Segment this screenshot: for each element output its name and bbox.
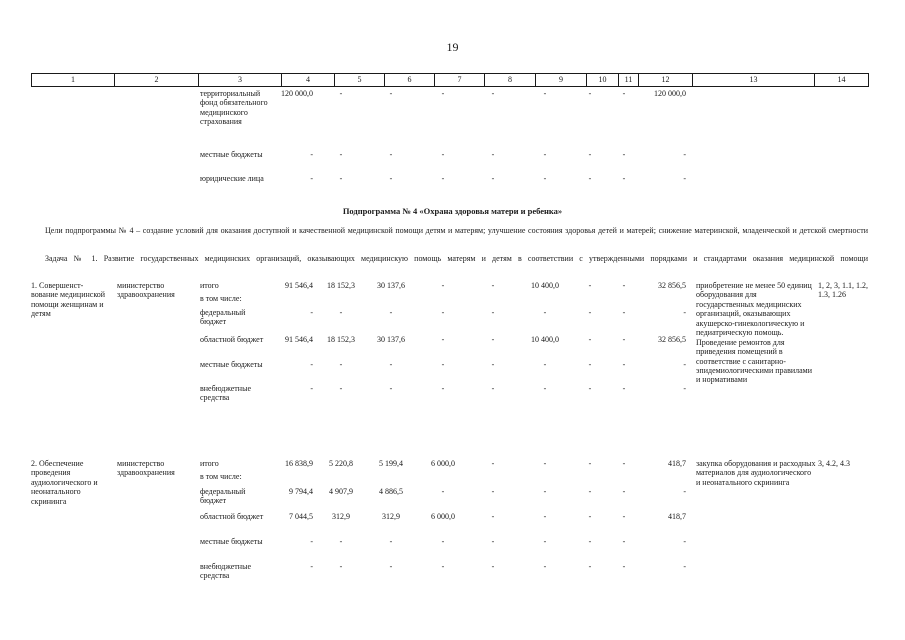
table-cell-value: - xyxy=(339,384,343,393)
table-cell-value: - xyxy=(622,459,626,468)
table-cell-value: 6 000,0 xyxy=(431,512,455,521)
subprogram-title: Подпрограмма № 4 «Охрана здоровья матери и ребенка» xyxy=(342,206,563,216)
responsible-executor: министерство здравоохранения xyxy=(117,459,175,478)
table-cell-value: - xyxy=(622,89,626,98)
table-cell-value: - xyxy=(683,562,686,571)
table-cell-value: - xyxy=(441,360,445,369)
table-cell-value: - xyxy=(588,308,592,317)
table-cell-value: 91 546,4 xyxy=(285,281,313,290)
table-cell-value: - xyxy=(683,384,686,393)
table-cell-value: - xyxy=(588,459,592,468)
table-cell-value: - xyxy=(543,89,547,98)
table-cell-value: - xyxy=(491,150,495,159)
table-cell-value: - xyxy=(339,537,343,546)
funding-source-label: территориальный фонд обязательного медицинского страхования xyxy=(200,89,268,127)
table-cell-value: - xyxy=(588,487,592,496)
table-cell-value: 120 000,0 xyxy=(281,89,313,98)
table-cell-value: - xyxy=(441,487,445,496)
table-cell-value: - xyxy=(543,174,547,183)
table-cell-value: 32 856,5 xyxy=(658,335,686,344)
table-cell-value: - xyxy=(588,537,592,546)
table-cell-value: - xyxy=(543,562,547,571)
indicator-numbers: 3, 4.2, 4.3 xyxy=(818,459,850,468)
table-cell-value: 418,7 xyxy=(668,512,686,521)
table-cell-value: - xyxy=(622,174,626,183)
table-cell-value: - xyxy=(683,308,686,317)
table-cell-value: - xyxy=(622,512,626,521)
table-cell-value: - xyxy=(441,281,445,290)
table-cell-value: - xyxy=(389,174,393,183)
table-cell-value: - xyxy=(622,537,626,546)
table-cell-value: 18 152,3 xyxy=(327,335,355,344)
table-cell-value: - xyxy=(491,384,495,393)
table-cell-value: 120 000,0 xyxy=(654,89,686,98)
table-cell-value: 18 152,3 xyxy=(327,281,355,290)
funding-source-label: местные бюджеты xyxy=(200,537,263,546)
table-cell-value: - xyxy=(441,562,445,571)
table-cell-value: - xyxy=(441,150,445,159)
table-cell-value: - xyxy=(491,335,495,344)
table-cell-value: 6 000,0 xyxy=(431,459,455,468)
page-number: 19 xyxy=(446,40,459,54)
table-cell-value: - xyxy=(491,487,495,496)
table-cell-value: - xyxy=(441,335,445,344)
table-cell-value: - xyxy=(389,89,393,98)
indicator-numbers: 1, 2, 3, 1.1, 1.2, 1.3, 1.26 xyxy=(818,281,868,300)
table-cell-value: - xyxy=(543,459,547,468)
column-number: 14 xyxy=(815,74,869,87)
funding-source-label: федеральный бюджет xyxy=(200,487,246,506)
task-paragraph: Задача № 1. Развитие государственных медицинских организаций, оказывающих медицинскую помощь матерям и детям в соответствии с утвержденными порядками и стандартами оказания медицинской помощи xyxy=(45,254,868,263)
funding-source-label: юридические лица xyxy=(200,174,264,183)
table-cell-value: - xyxy=(588,384,592,393)
table-cell-value: - xyxy=(310,360,313,369)
column-number: 8 xyxy=(485,74,536,87)
table-cell-value: - xyxy=(491,537,495,546)
table-cell-value: - xyxy=(441,89,445,98)
table-cell-value: - xyxy=(543,487,547,496)
table-cell-value: - xyxy=(310,562,313,571)
table-cell-value: - xyxy=(683,537,686,546)
table-cell-value: - xyxy=(441,384,445,393)
table-cell-value: - xyxy=(491,512,495,521)
table-cell-value: 10 400,0 xyxy=(531,335,559,344)
table-cell-value: - xyxy=(389,150,393,159)
table-cell-value: - xyxy=(310,174,313,183)
table-cell-value: - xyxy=(588,281,592,290)
table-cell-value: - xyxy=(339,174,343,183)
table-cell-value: - xyxy=(389,360,393,369)
table-cell-value: - xyxy=(588,360,592,369)
table-cell-value: - xyxy=(491,562,495,571)
column-number: 10 xyxy=(587,74,619,87)
table-cell-value: - xyxy=(339,150,343,159)
table-cell-value: - xyxy=(588,562,592,571)
table-cell-value: 4 907,9 xyxy=(329,487,353,496)
table-cell-value: - xyxy=(389,308,393,317)
table-cell-value: - xyxy=(441,537,445,546)
table-cell-value: - xyxy=(588,335,592,344)
table-cell-value: 312,9 xyxy=(382,512,400,521)
table-cell-value: 30 137,6 xyxy=(377,281,405,290)
table-cell-value: - xyxy=(310,150,313,159)
table-cell-value: 91 546,4 xyxy=(285,335,313,344)
column-number: 4 xyxy=(282,74,335,87)
table-cell-value: - xyxy=(622,562,626,571)
table-cell-value: - xyxy=(622,150,626,159)
table-cell-value: - xyxy=(491,174,495,183)
funding-source-label: итого xyxy=(200,281,219,290)
table-cell-value: 418,7 xyxy=(668,459,686,468)
table-cell-value: - xyxy=(339,308,343,317)
table-cell-value: - xyxy=(491,360,495,369)
table-cell-value: 5 199,4 xyxy=(379,459,403,468)
table-cell-value: - xyxy=(339,360,343,369)
table-cell-value: 16 838,9 xyxy=(285,459,313,468)
column-number: 9 xyxy=(536,74,587,87)
table-cell-value: - xyxy=(622,487,626,496)
column-header-row xyxy=(31,73,869,87)
table-cell-value: - xyxy=(339,89,343,98)
column-number: 11 xyxy=(619,74,639,87)
table-cell-value: - xyxy=(683,360,686,369)
table-cell-value: - xyxy=(491,89,495,98)
column-number: 6 xyxy=(385,74,435,87)
funding-source-label: местные бюджеты xyxy=(200,360,263,369)
table-cell-value: - xyxy=(622,335,626,344)
column-number: 5 xyxy=(335,74,385,87)
expected-result: приобретение не менее 50 единиц оборудования для государственных медицинских организаций, оказывающих акушерско-гинекологическую и педиатрическую помощь. Проведение ремонтов для приведения помещений в соответствие с санитарно-эпидемиологическими правилами и нормативами xyxy=(696,281,813,385)
table-cell-value: - xyxy=(441,308,445,317)
table-cell-value: 7 044,5 xyxy=(289,512,313,521)
funding-source-label: в том числе: xyxy=(200,294,242,303)
table-cell-value: - xyxy=(389,384,393,393)
responsible-executor: министерство здравоохранения xyxy=(117,281,175,300)
table-cell-value: 30 137,6 xyxy=(377,335,405,344)
goals-paragraph: Цели подпрограммы № 4 – создание условий для оказания доступной и качественной медицинской помощи детям и матерям; улучшение состояния здоровья детей и матерей; снижение материнской, младенческой и детской смертности xyxy=(45,226,868,235)
table-cell-value: - xyxy=(491,281,495,290)
funding-source-label: внебюджетные средства xyxy=(200,562,251,581)
column-number: 2 xyxy=(115,74,199,87)
table-cell-value: - xyxy=(622,308,626,317)
table-cell-value: - xyxy=(389,562,393,571)
table-cell-value: - xyxy=(683,174,686,183)
column-number: 1 xyxy=(32,74,115,87)
table-cell-value: - xyxy=(543,512,547,521)
table-cell-value: 10 400,0 xyxy=(531,281,559,290)
funding-source-label: внебюджетные средства xyxy=(200,384,251,403)
funding-source-label: итого xyxy=(200,459,219,468)
table-cell-value: - xyxy=(491,459,495,468)
table-cell-value: - xyxy=(588,89,592,98)
table-cell-value: - xyxy=(310,308,313,317)
table-cell-value: 4 886,5 xyxy=(379,487,403,496)
funding-source-label: федеральный бюджет xyxy=(200,308,246,327)
table-cell-value: - xyxy=(622,360,626,369)
funding-source-label: в том числе: xyxy=(200,472,242,481)
table-cell-value: - xyxy=(683,150,686,159)
table-cell-value: 5 220,8 xyxy=(329,459,353,468)
table-cell-value: - xyxy=(543,150,547,159)
table-cell-value: - xyxy=(588,512,592,521)
table-cell-value: - xyxy=(491,308,495,317)
column-number: 3 xyxy=(199,74,282,87)
table-cell-value: - xyxy=(683,487,686,496)
table-cell-value: - xyxy=(543,360,547,369)
table-cell-value: - xyxy=(389,537,393,546)
funding-source-label: областной бюджет xyxy=(200,335,264,344)
table-cell-value: 312,9 xyxy=(332,512,350,521)
column-number: 7 xyxy=(435,74,485,87)
table-cell-value: - xyxy=(543,384,547,393)
program-activity-name: 2. Обеспечение проведения аудиологического и неонатального скрининга xyxy=(31,459,98,506)
table-cell-value: - xyxy=(588,150,592,159)
table-cell-value: - xyxy=(543,308,547,317)
column-number: 12 xyxy=(639,74,693,87)
table-cell-value: - xyxy=(588,174,592,183)
table-cell-value: - xyxy=(441,174,445,183)
expected-result: закупка оборудования и расходных материалов для аудиологического и неонатального скрининга xyxy=(696,459,816,487)
table-cell-value: - xyxy=(543,537,547,546)
funding-source-label: местные бюджеты xyxy=(200,150,263,159)
column-number: 13 xyxy=(693,74,815,87)
table-cell-value: 32 856,5 xyxy=(658,281,686,290)
funding-source-label: областной бюджет xyxy=(200,512,264,521)
table-cell-value: - xyxy=(622,281,626,290)
table-cell-value: - xyxy=(310,537,313,546)
table-cell-value: 9 794,4 xyxy=(289,487,313,496)
table-cell-value: - xyxy=(310,384,313,393)
table-cell-value: - xyxy=(622,384,626,393)
program-activity-name: 1. Совершенст-вование медицинской помощи женщинам и детям xyxy=(31,281,106,319)
table-cell-value: - xyxy=(339,562,343,571)
